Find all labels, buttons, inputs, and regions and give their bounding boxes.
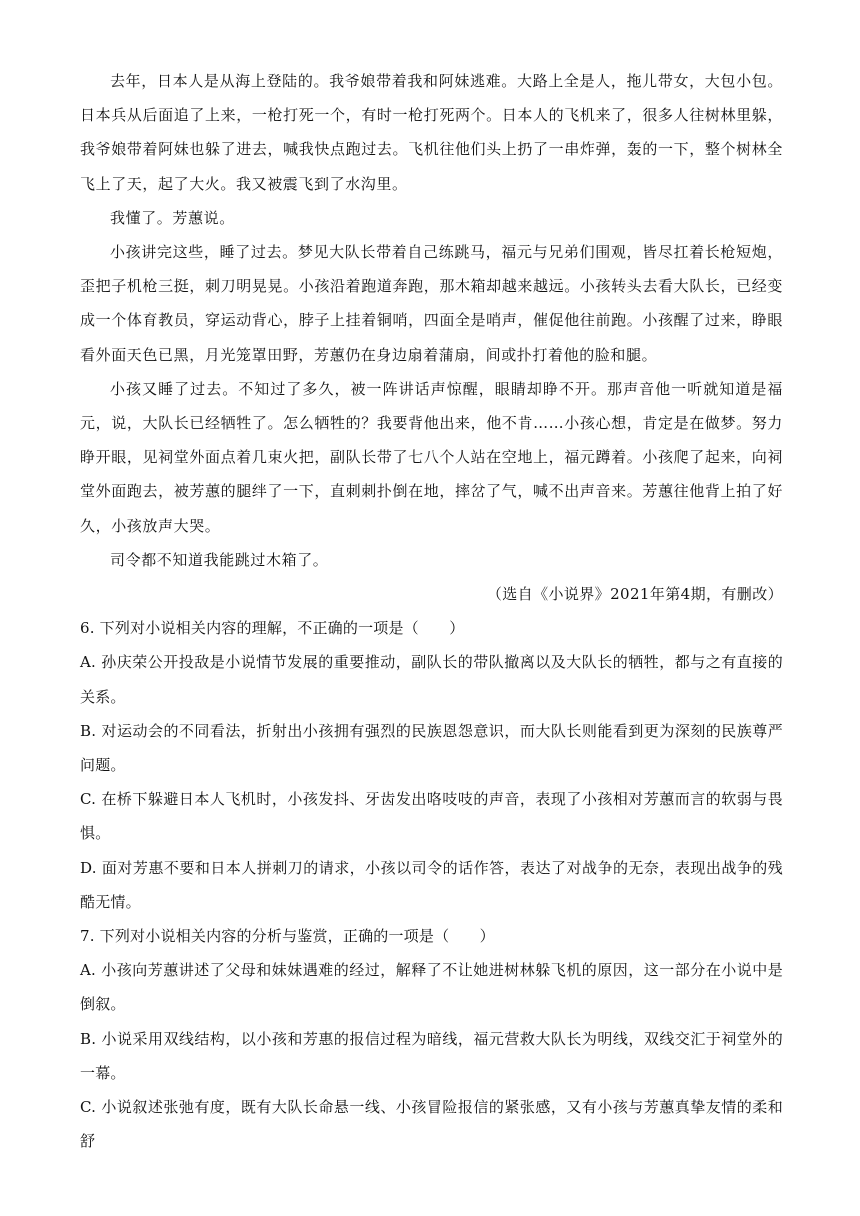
passage-paragraph-1: 去年，日本人是从海上登陆的。我爷娘带着我和阿妹逃难。大路上全是人，拖儿带女，大包小包。日本兵从后面追了上来，一枪打死一个，有时一枪打死两个。日本人的飞机来了，很多人往树林里躲，我爷娘带着阿妹也躲了进去，喊我快点跑过去。飞机往他们头上扔了一串炸弹，轰的一下，整个树林全飞上了天，起了大火。我又被震飞到了水沟里。 bbox=[80, 72, 783, 193]
question-6-stem: 6. 下列对小说相关内容的理解，不正确的一项是（ ） bbox=[80, 619, 465, 638]
question-7-stem: 7. 下列对小说相关内容的分析与鉴赏，正确的一项是（ ） bbox=[80, 927, 495, 946]
passage-paragraph-2: 我懂了。芳蕙说。 bbox=[110, 208, 235, 227]
question-6-option-d: D. 面对芳惠不要和日本人拼刺刀的请求，小孩以司令的话作答，表达了对战争的无奈，表现出战争的残酷无情。 bbox=[80, 858, 783, 911]
question-6-option-a: A. 孙庆荣公开投敌是小说情节发展的重要推动，副队长的带队撤离以及大队长的牺牲，都与之有直接的关系。 bbox=[80, 653, 783, 706]
passage-paragraph-4: 小孩又睡了过去。不知过了多久，被一阵讲话声惊醒，眼睛却睁不开。那声音他一听就知道是福元，说，大队长已经牺牲了。怎么牺牲的？我要背他出来，他不肯……小孩心想，肯定是在做梦。努力睁开眼，见祠堂外面点着几束火把，副队长带了七八个人站在空地上，福元蹲着。小孩爬了起来，向祠堂外面跑去，被芳蕙的腿绊了一下，直刺刺扑倒在地，摔岔了气，喊不出声音来。芳蕙往他背上拍了好久，小孩放声大哭。 bbox=[80, 379, 783, 535]
question-7 bbox=[80, 919, 783, 1158]
question-7-option-a: A. 小孩向芳蕙讲述了父母和妹妹遇难的经过，解释了不让她进树林躲飞机的原因，这一部分在小说中是倒叙。 bbox=[80, 961, 783, 1014]
question-6-option-c: C. 在桥下躲避日本人飞机时，小孩发抖、牙齿发出咯吱吱的声音，表现了小孩相对芳蕙而言的软弱与畏惧。 bbox=[80, 790, 783, 843]
passage-paragraph-3: 小孩讲完这些，睡了过去。梦见大队长带着自己练跳马，福元与兄弟们围观，皆尽扛着长枪短炮，歪把子机枪三挺，刺刀明晃晃。小孩沿着跑道奔跑，那木箱却越来越远。小孩转头去看大队长，已经变成一个体育教员，穿运动背心，脖子上挂着铜哨，四面全是哨声，催促他往前跑。小孩醒了过来，睁眼看外面天色已黑，月光笼罩田野，芳蕙仍在身边扇着蒲扇，间或扑打着他的脸和腿。 bbox=[80, 243, 783, 364]
question-6-option-b: B. 对运动会的不同看法，折射出小孩拥有强烈的民族恩怨意识，而大队长则能看到更为深刻的民族尊严问题。 bbox=[80, 721, 783, 775]
source-citation: （选自《小说界》2021年第4期，有删改） bbox=[486, 585, 783, 604]
question-6 bbox=[80, 611, 783, 919]
question-7-option-b: B. 小说采用双线结构，以小孩和芳惠的报信过程为暗线，福元营救大队长为明线，双线交汇于祠堂外的一幕。 bbox=[80, 1029, 783, 1082]
passage-paragraph-5: 司令都不知道我能跳过木箱了。 bbox=[110, 550, 329, 569]
document-page bbox=[80, 64, 783, 1159]
question-7-option-c: C. 小说叙述张弛有度，既有大队长命悬一线、小孩冒险报信的紧张感，又有小孩与芳蕙真挚友情的柔和舒 bbox=[80, 1098, 783, 1151]
